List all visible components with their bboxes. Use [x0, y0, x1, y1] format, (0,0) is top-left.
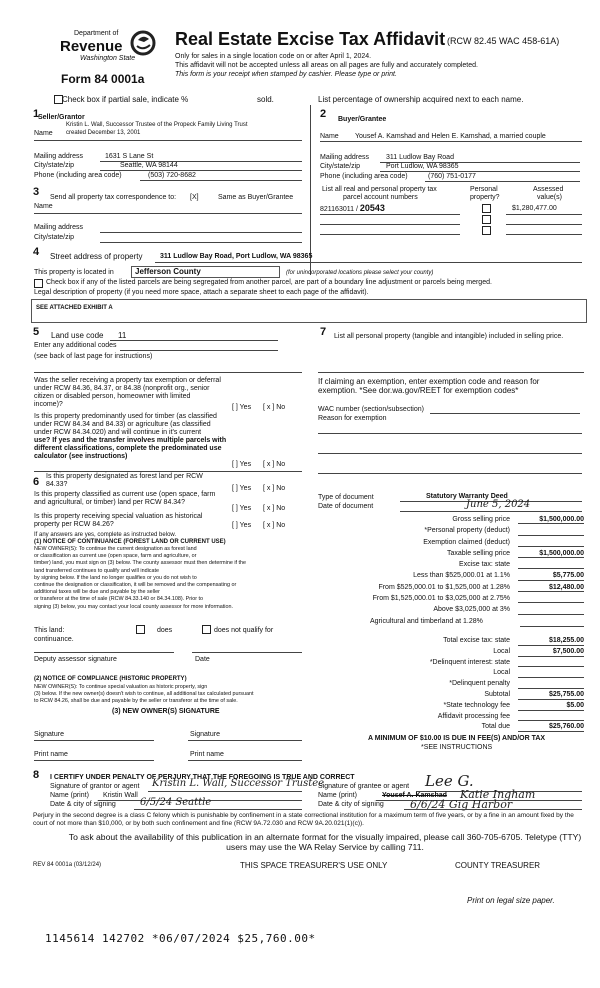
question-historic — [34, 513, 202, 529]
section-7-number: 7 — [320, 326, 327, 338]
parcels-heading-2: parcel account numbers — [343, 194, 418, 201]
q2-line: Is this property predominantly used for timber (as classified — [34, 413, 217, 420]
grantee-signature[interactable]: Lee G. — [425, 772, 474, 790]
q1-line: under RCW 84.36, 84.37, or 84.38 (nonprofit org., senior — [34, 385, 210, 392]
calc-row — [330, 658, 586, 669]
legal-description-box[interactable] — [31, 299, 587, 323]
section-1-number: 1 — [33, 108, 40, 120]
accessibility-notice: To ask about the availability of this publication in an alternate format for the visually impaired, please call 360-705-6705. Teletype (TTY) users may use the WA Relay Service by calling 711. — [68, 832, 582, 852]
tax-total-table — [330, 636, 586, 733]
does-not-label: does not qualify for — [214, 627, 274, 634]
correspondence-same: Same as Buyer/Grantee — [218, 194, 294, 201]
this-land-label: This land: — [34, 627, 65, 634]
assessed-heading-1: Assessed — [533, 186, 564, 193]
calc-row-value[interactable]: $18,255.00 — [518, 636, 584, 646]
calc-row-label: Total due — [481, 723, 510, 731]
calc-row — [330, 570, 586, 581]
calc-row-label: Exemption claimed (deduct) — [423, 538, 510, 546]
dor-logo — [54, 30, 158, 72]
form-title: Real Estate Excise Tax Affidavit — [175, 29, 446, 49]
buyer-mailing[interactable]: 311 Ludlow Bay Road — [386, 154, 454, 161]
seller-phone-label: Phone (including area code) — [34, 172, 122, 179]
section-2-number: 2 — [320, 108, 327, 120]
buyer-city-label: City/state/zip — [320, 163, 361, 170]
q5-yes[interactable]: [ ] Yes — [232, 522, 252, 529]
q1-no[interactable]: [ x ] No — [263, 404, 286, 411]
calc-row-value[interactable] — [518, 658, 584, 668]
personal-heading-1: Personal — [470, 186, 498, 193]
calc-row-value[interactable]: $25,760.00 — [518, 722, 584, 732]
exemption-text-1: If claiming an exemption, enter exemption code and reason for — [318, 377, 540, 386]
section-3-number: 3 — [33, 186, 40, 198]
grantee-name[interactable]: Katie Ingham — [460, 788, 536, 801]
buyer-phone-label: Phone (including area code) — [320, 173, 408, 180]
new-owner-signature-heading: (3) NEW OWNER(S) SIGNATURE — [112, 708, 220, 715]
minimum-due-note: A MINIMUM OF $10.00 IS DUE IN FEE(S) AND/OR TAX — [368, 735, 546, 742]
deputy-date-label: Date — [195, 656, 210, 663]
question-timber — [34, 413, 244, 461]
grantor-signature[interactable]: Kristin L. Wall, Successor Trustee — [152, 778, 325, 789]
land-use-label: Land use code — [51, 331, 104, 340]
section-5-number: 5 — [33, 326, 40, 338]
perjury-notice: Perjury in the second degree is a class C felony which is punishable by confinement in a state correctional institution for a maximum term of five years, or by a fine in an amount fixed by the court of not more than $10,000, or by both such confinement and fine (RCW 9A.72.030 and RCW 9A.20.021(1)(c)). — [33, 812, 574, 827]
assessed-heading-2: value(s) — [537, 194, 562, 201]
grantor-name[interactable]: Kristin Wall — [103, 792, 138, 799]
notice-1-line: signing (3) below, you may contact your local county assessor for more information. — [34, 603, 233, 610]
does-not-qualify-checkbox[interactable] — [202, 625, 211, 634]
calc-row-value[interactable]: $1,500,000.00 — [518, 548, 584, 558]
document-date-label: Date of document — [318, 503, 374, 510]
document-type[interactable]: Statutory Warranty Deed — [426, 493, 508, 500]
personal-property-checkbox-3[interactable] — [482, 226, 491, 235]
calc-row-label: Affidavit processing fee — [437, 712, 510, 720]
personal-property-checkbox-1[interactable] — [482, 204, 491, 213]
dept-line2: Revenue — [60, 38, 123, 55]
reason-label: Reason for exemption — [318, 415, 387, 422]
grantor-signature-label: Signature of grantor or agent — [50, 783, 140, 790]
header-note-1: Only for sales in a single location code on or after April 1, 2024. — [175, 53, 372, 60]
calc-row-label: *Delinquent penalty — [449, 680, 510, 688]
seller-name-line1[interactable]: Kristin L. Wall, Successor Trustee of the Propeck Family Living Trust — [66, 122, 248, 128]
seller-city[interactable]: Seattle, WA 98144 — [120, 162, 178, 169]
calc-row — [330, 514, 586, 525]
calc-row-label: From $525,000.01 to $1,525,000 at 1.28% — [378, 583, 510, 591]
header-note-2: This affidavit will not be accepted unless all areas on all pages are fully and accurately completed. — [175, 62, 478, 69]
calc-row-value[interactable] — [518, 593, 584, 603]
notice-1-line: continue the designation or classification, it will be removed and the compensating or — [34, 582, 237, 589]
calc-row-value[interactable] — [518, 525, 584, 535]
calc-row — [330, 548, 586, 559]
calc-row-value[interactable] — [518, 604, 584, 614]
q1-line: income)? — [34, 401, 63, 408]
header-note-3: This form is your receipt when stamped by cashier. Please type or print. — [175, 71, 397, 78]
calc-row-value[interactable]: $5.00 — [518, 701, 584, 711]
deputy-signature-label: Deputy assessor signature — [34, 656, 117, 663]
county-treasurer-label: COUNTY TREASURER — [455, 861, 541, 870]
notice-1-title: (1) NOTICE OF CONTINUANCE (FOREST LAND OR CURRENT USE) — [34, 539, 226, 545]
calc-row — [330, 525, 586, 536]
parcels-heading-1: List all real and personal property tax — [322, 186, 437, 193]
q3-no[interactable]: [ x ] No — [263, 485, 286, 492]
correspondence-check[interactable]: [X] — [190, 194, 199, 201]
question-current-use — [34, 491, 215, 507]
question-exemption — [34, 377, 244, 409]
treasurer-only-label: THIS SPACE TREASURER'S USE ONLY — [240, 861, 388, 870]
new-owner-print-1[interactable]: Print name — [34, 751, 68, 758]
dept-line3: Washington State — [80, 55, 136, 62]
parcel-number[interactable] — [320, 204, 385, 214]
does-qualify-checkbox[interactable] — [136, 625, 145, 634]
street-value[interactable]: 311 Ludlow Bay Road, Port Ludlow, WA 98365 — [160, 253, 313, 260]
assessed-value[interactable]: $1,280,477.00 — [512, 205, 557, 212]
seller-phone[interactable]: (503) 720-8682 — [148, 172, 196, 179]
calc-row — [330, 647, 586, 658]
document-type-label: Type of document — [318, 494, 374, 501]
grantee-name-label: Name (print) — [318, 792, 357, 799]
buyer-mailing-label: Mailing address — [320, 154, 370, 161]
personal-heading-2: property? — [470, 194, 500, 201]
street-label: Street address of property — [50, 252, 143, 261]
document-date[interactable]: June 5, 2024 — [466, 499, 531, 510]
if-yes-instruction: If any answers are yes, complete as instructed below. — [34, 532, 177, 538]
section-6-number: 6 — [33, 476, 40, 488]
q2-line: use? If yes and the transfer involves multiple parcels with — [34, 437, 227, 444]
exemption-text-2: exemption. *See dor.wa.gov/REET for exemption codes* — [318, 386, 519, 395]
q2-line: under RCW 84.34 and 84.33) or agriculture (as classified — [34, 421, 211, 428]
calc-row-value[interactable]: $1,500,000.00 — [518, 514, 584, 524]
notice-2-text — [34, 684, 253, 706]
wac-label: WAC number (section/subsection) — [318, 406, 424, 413]
legal-exhibit: SEE ATTACHED EXHIBIT A — [36, 305, 113, 311]
seller-name-line2[interactable]: created December 13, 2001 — [66, 130, 141, 136]
question-forest — [46, 473, 203, 489]
q1-line: citizen or disabled person, homeowner with limited — [34, 393, 191, 400]
see-instructions-note: *SEE INSTRUCTIONS — [421, 744, 493, 751]
q2-yes[interactable]: [ ] Yes — [232, 461, 252, 468]
calc-row-label: Gross selling price — [452, 516, 510, 523]
calc-row — [330, 712, 586, 723]
notice-2-title: (2) NOTICE OF COMPLIANCE (HISTORIC PROPERTY) — [34, 676, 187, 682]
notice-2-line: (3) below. If the new owner(s) doesn't wish to continue, all additional tax calculated pursuant — [34, 691, 254, 698]
seller-heading: Seller/Grantor — [38, 114, 85, 121]
q5-line: Is this property receiving special valuation as historical — [34, 513, 203, 520]
grantee-signature-label: Signature of grantee or agent — [318, 783, 410, 790]
calc-row-label: Total excise tax: state — [443, 637, 510, 644]
calc-row — [330, 559, 586, 570]
calc-row-label: *State technology fee — [443, 701, 510, 709]
calc-row-value[interactable] — [518, 712, 584, 722]
legal-description-label: Legal description of property (if you need more space, attach a separate sheet to each page of the affidavit). — [34, 289, 369, 296]
section-4-number: 4 — [33, 246, 40, 258]
additional-codes-label: Enter any additional codes — [34, 342, 117, 349]
receipt-stamp: 1145614 142702 *06/07/2024 $25,760.00* — [45, 932, 316, 945]
form-number: Form 84 0001a — [61, 72, 145, 86]
grantee-date-label: Date & city of signing — [318, 801, 384, 808]
calc-row-label: Above $3,025,000 at 3% — [433, 606, 510, 614]
calc-row-value[interactable]: $25,755.00 — [518, 690, 584, 700]
grantee-date-city[interactable]: 6/6/24 Gig Harbor — [410, 798, 513, 811]
grantee-name-struck: Yousef A. Kamshad — [382, 792, 447, 799]
q3-line: Is this property designated as forest land per RCW — [46, 473, 203, 480]
q2-line: different classifications, complete the predominated use — [34, 445, 222, 452]
calc-row-value[interactable] — [518, 679, 584, 689]
q4-line: and agricultural, or timber) land per RCW 84.34? — [34, 499, 185, 506]
notice-2-line: NEW OWNER(S): To continue special valuation as historic property, sign — [34, 684, 208, 690]
parcel-bold: 20543 — [359, 203, 385, 213]
calc-row-label: Excise tax: state — [459, 561, 510, 569]
q2-no[interactable]: [ x ] No — [263, 461, 286, 468]
notice-1-text — [34, 546, 246, 611]
q4-no[interactable]: [ x ] No — [263, 505, 286, 512]
grantor-date-label: Date & city of signing — [50, 801, 116, 808]
q2-line: calculator (see instructions) — [34, 453, 128, 460]
buyer-name[interactable]: Yousef A. Kamshad and Helen E. Kamshad, a married couple — [355, 133, 546, 140]
calc-row-value[interactable] — [518, 668, 584, 678]
calc-row-value[interactable]: $7,500.00 — [518, 647, 584, 657]
county-select[interactable]: Jefferson County — [131, 266, 280, 278]
calc-row-label: Taxable selling price — [446, 549, 510, 557]
certify-heading: I CERTIFY UNDER PENALTY OF PERJURY THAT THE FOREGOING IS TRUE AND CORRECT — [50, 774, 355, 781]
notice-1-line: NEW OWNER(S): To continue the current designation as forest land — [34, 546, 197, 552]
notice-2-line: to RCW 84.26, shall be due and payable by the seller or transferor at the time of sale. — [34, 698, 238, 705]
dor-emblem-icon — [130, 30, 156, 56]
new-owner-print-2[interactable]: Print name — [190, 751, 224, 758]
correspondence-name-label: Name — [34, 203, 53, 210]
grantor-date-city[interactable]: 6/5/24 Seattle — [140, 797, 212, 808]
legal-size-note: Print on legal size paper. — [467, 896, 555, 905]
q1-yes[interactable]: [ ] Yes — [232, 404, 252, 411]
q5-no[interactable]: [ x ] No — [263, 522, 286, 529]
calc-row — [330, 604, 586, 615]
new-owner-signature-2[interactable]: Signature — [190, 731, 220, 738]
q4-yes[interactable]: [ ] Yes — [232, 505, 252, 512]
notice-1-line: additional taxes will be due and payable by the seller — [34, 589, 160, 596]
segregated-label: Check box if any of the listed parcels are being segregated from another parcel, are part of a boundary line adjustment or parcels being merged. — [46, 279, 492, 286]
calc-row-value[interactable]: $12,480.00 — [518, 582, 584, 592]
calc-row-label: From $1,525,000.01 to $3,025,000 at 2.75% — [372, 595, 510, 603]
q3-yes[interactable]: [ ] Yes — [232, 485, 252, 492]
partial-sale-sold: sold. — [257, 95, 274, 104]
does-label: does — [157, 627, 173, 634]
see-back-label: (see back of last page for instructions) — [34, 353, 153, 360]
calc-row-label: *Delinquent interest: state — [429, 658, 510, 666]
form-rcw: (RCW 82.45 WAC 458-61A) — [447, 36, 560, 46]
new-owner-signature-1[interactable]: Signature — [34, 731, 64, 738]
calc-row-label: Local — [493, 647, 510, 655]
calc-row-value[interactable] — [518, 537, 584, 547]
calc-row-label: Less than $525,000.01 at 1.1% — [413, 572, 510, 580]
revision-number: REV 84 0001a (03/12/24) — [33, 862, 102, 868]
q4-line: Is this property classified as current use (open space, farm — [34, 491, 216, 498]
county-note: (for unincorporated locations please select your county) — [286, 270, 434, 276]
calc-row — [330, 722, 586, 733]
calc-row — [330, 593, 586, 604]
buyer-city[interactable]: Port Ludlow, WA 98365 — [386, 163, 459, 170]
ownership-instruction: List percentage of ownership acquired next to each name. — [318, 95, 524, 104]
seller-name-label: Name — [34, 130, 53, 137]
q2-line: under RCW 84.34.020) and will continue in it's current — [34, 429, 202, 436]
land-use-code[interactable]: 11 — [118, 331, 127, 340]
notice-1-line: land transferred continues to qualify and will indicate — [34, 567, 159, 574]
notice-1-line: timber) land, you must sign on (3) below. The county assessor must then determine if the — [34, 560, 247, 567]
calc-row — [330, 668, 586, 679]
calc-row — [330, 690, 586, 701]
seller-city-label: City/state/zip — [34, 162, 75, 169]
buyer-name-label: Name — [320, 133, 339, 140]
dept-line1: Department of — [74, 30, 119, 37]
notice-1-line: by signing below. If the land no longer qualifies or you do not wish to — [34, 574, 197, 581]
seller-mailing-label: Mailing address — [34, 153, 84, 160]
continuance-label: continuance. — [34, 636, 74, 643]
q3-line: 84.33? — [46, 481, 68, 488]
calc-row — [330, 636, 586, 647]
seller-mailing[interactable]: 1631 S Lane St — [105, 153, 154, 160]
buyer-heading: Buyer/Grantee — [338, 116, 387, 123]
calc-row-value[interactable]: $5,775.00 — [518, 570, 584, 580]
correspondence-label: Send all property tax correspondence to: — [50, 194, 177, 201]
agri-timber-label: Agricultural and timberland at 1.28% — [370, 618, 483, 625]
personal-property-label: List all personal property (tangible and intangible) included in selling price. — [334, 333, 564, 340]
notice-1-line: or transferor at the time of sale (RCW 84.33.140 or 84.34.108). Prior to — [34, 596, 203, 603]
notice-1-line: or classification as current use (open space, farm and agriculture, or — [34, 553, 197, 560]
calc-row-label: *Personal property (deduct) — [424, 527, 510, 535]
correspondence-mailing-label: Mailing address — [34, 224, 84, 231]
segregated-checkbox[interactable] — [34, 279, 43, 288]
calc-row — [330, 537, 586, 548]
parcel-prefix: 821163011 / — [320, 206, 360, 213]
calc-row — [330, 701, 586, 712]
calc-row-value[interactable] — [518, 559, 584, 569]
calc-row — [330, 679, 586, 690]
calc-row — [330, 582, 586, 593]
personal-property-checkbox-2[interactable] — [482, 215, 491, 224]
tax-calc-table — [330, 514, 586, 616]
correspondence-city-label: City/state/zip — [34, 234, 75, 241]
located-label: This property is located in — [34, 269, 114, 276]
buyer-phone[interactable]: (760) 751-0177 — [428, 173, 476, 180]
partial-sale-label: Check box if partial sale, indicate % — [62, 95, 189, 104]
q5-line: property per RCW 84.26? — [34, 521, 114, 528]
grantor-name-label: Name (print) — [50, 792, 89, 799]
section-8-number: 8 — [33, 769, 40, 781]
q1-line: Was the seller receiving a property tax exemption or deferral — [34, 377, 221, 384]
calc-row-label: Local — [493, 669, 510, 677]
calc-row-label: Subtotal — [484, 690, 510, 698]
